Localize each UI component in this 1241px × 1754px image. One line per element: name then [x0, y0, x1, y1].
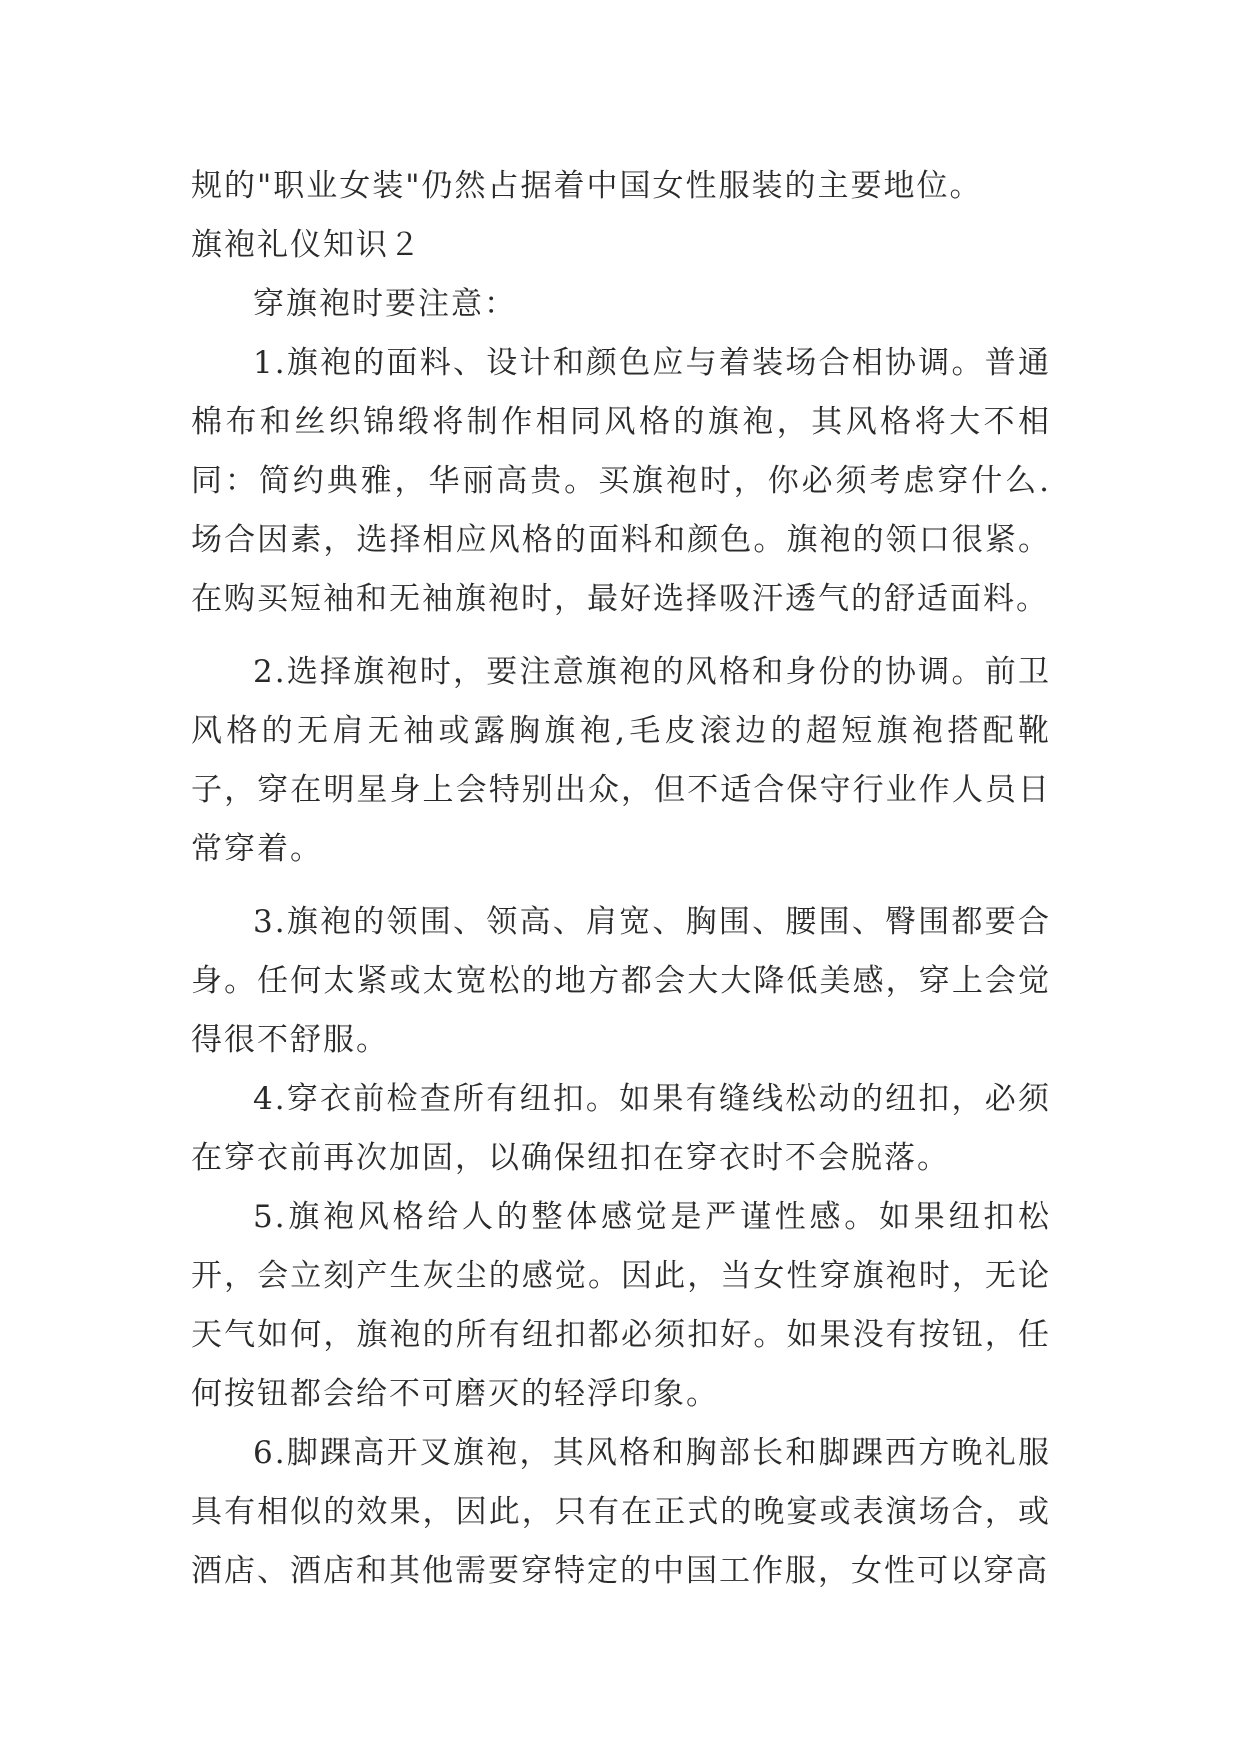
list-item: 6.脚踝高开叉旗袍，其风格和胸部长和脚踝西方晚礼服具有相似的效果，因此，只有在正式的晚宴或表演场合，或酒店、酒店和其他需要穿特定的中国工作服，女性可以穿高 — [191, 1435, 1051, 1589]
list-item: 3.旗袍的领围、领高、肩宽、胸围、腰围、臀围都要合身。任何太紧或太宽松的地方都会大大降低美感，穿上会觉得很不舒服。 — [191, 904, 1051, 1058]
list-item: 4.穿衣前检查所有纽扣。如果有缝线松动的纽扣，必须在穿衣前再次加固，以确保纽扣在穿衣时不会脱落。 — [191, 1081, 1051, 1176]
document-body — [191, 157, 1051, 1601]
intro-paragraph: 穿旗袍时要注意： — [253, 286, 517, 322]
list-item: 1.旗袍的面料、设计和颜色应与着装场合相协调。普通棉布和丝织锦缎将制作相同风格的旗袍，其风格将大不相同：简约典雅，华丽高贵。买旗袍时，你必须考虑穿什么.场合因素，选择相应风格的面料和颜色。旗袍的领口很紧。在购买短袖和无袖旗袍时，最好选择吸汗透气的舒适面料。 — [191, 345, 1051, 617]
continued-paragraph: 规的"职业女装"仍然占据着中国女性服装的主要地位。 — [191, 168, 983, 204]
list-item: 5.旗袍风格给人的整体感觉是严谨性感。如果纽扣松开，会立刻产生灰尘的感觉。因此，当女性穿旗袍时，无论天气如何，旗袍的所有纽扣都必须扣好。如果没有按钮，任何按钮都会给不可磨灭的轻浮印象。 — [191, 1199, 1051, 1412]
section-heading: 旗袍礼仪知识２ — [191, 227, 422, 263]
list-item: 2.选择旗袍时，要注意旗袍的风格和身份的协调。前卫风格的无肩无袖或露胸旗袍,毛皮滚边的超短旗袍搭配靴子，穿在明星身上会特别出众，但不适合保守行业作人员日常穿着。 — [191, 654, 1051, 867]
